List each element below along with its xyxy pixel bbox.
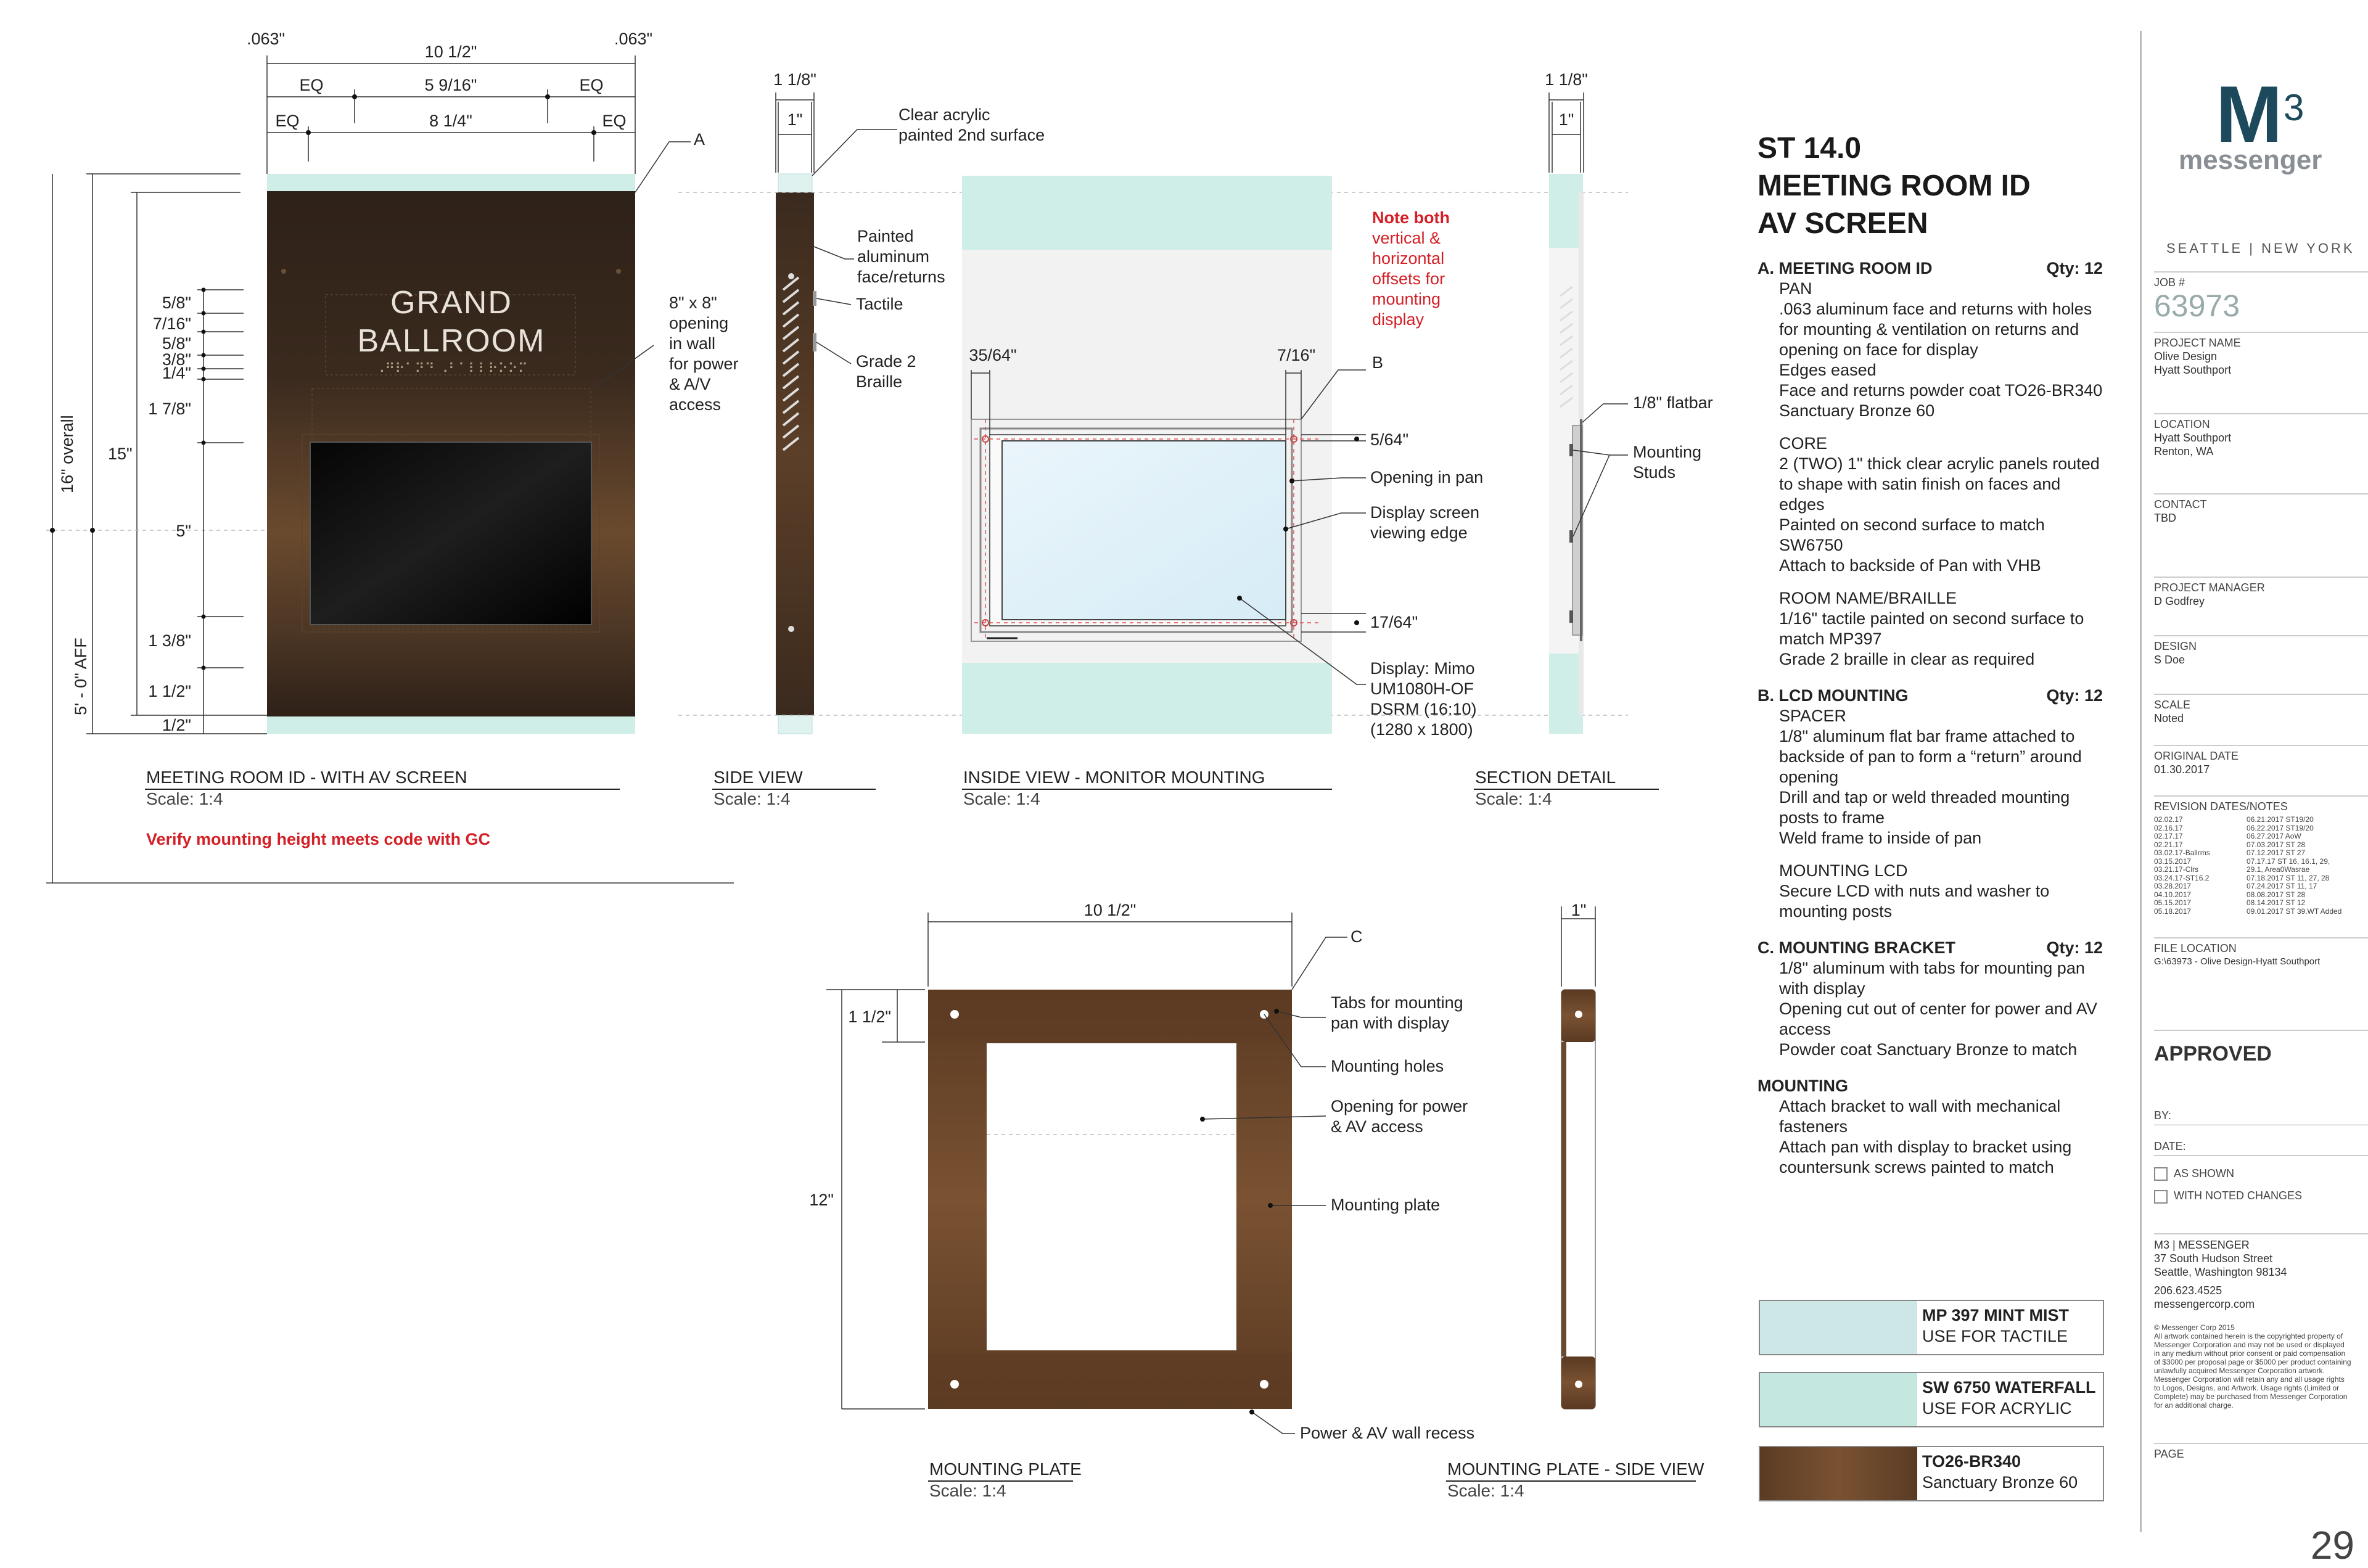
tb-web: messengercorp.com xyxy=(2154,1298,2255,1310)
side-panel xyxy=(776,192,814,715)
mounting-plate xyxy=(928,990,1292,1409)
spec-b-lcd-1: Secure LCD with nuts and washer to mounting posts xyxy=(1779,882,2050,921)
swatch-use: USE FOR TACTILE xyxy=(1922,1327,2068,1345)
callout-holes: Mounting holes xyxy=(1331,1057,1444,1075)
inside-acrylic-bottom xyxy=(962,663,1332,734)
tb-location-1: Hyatt Southport xyxy=(2154,432,2232,444)
plate-side-hole xyxy=(1575,1011,1582,1018)
callout-acrylic-1: Clear acrylic xyxy=(898,105,990,124)
tb-project-label: PROJECT NAME xyxy=(2154,337,2241,349)
opening-note-2: opening xyxy=(669,314,729,332)
section-acrylic-top xyxy=(1549,174,1583,248)
leader-dot xyxy=(1289,478,1294,483)
dim-inner1: 5 9/16" xyxy=(424,76,477,94)
tb-orig-label: ORIGINAL DATE xyxy=(2154,750,2239,762)
dim-v10: 1/2" xyxy=(162,716,191,734)
front-fastener xyxy=(281,269,286,274)
inside-note-6: display xyxy=(1372,310,1424,329)
leader-dot xyxy=(1200,1117,1205,1122)
tb-project-1: Olive Design xyxy=(2154,350,2218,363)
front-fastener xyxy=(616,269,621,274)
callout-braille-1: Grade 2 xyxy=(856,352,916,371)
tb-scale-label: SCALE xyxy=(2154,699,2191,711)
spec-c-1: 1/8" aluminum with tabs for mounting pan with display xyxy=(1779,959,2085,998)
sheet-title-2: AV SCREEN xyxy=(1758,207,1928,240)
tb-page xyxy=(2154,1443,2368,1567)
swatch-color xyxy=(1760,1373,1917,1426)
dim-width: 10 1/2" xyxy=(424,43,477,61)
revision-entry: 05.18.2017 xyxy=(2154,906,2192,916)
spec-mounting-heading: MOUNTING xyxy=(1758,1077,1848,1095)
front-view-title: MEETING ROOM ID - WITH AV SCREEN xyxy=(146,768,467,787)
revision-entry: 03.24.17-ST16.2 xyxy=(2154,873,2210,882)
revision-entry: 04.10.2017 xyxy=(2154,890,2192,899)
revision-entry: 03.21.17-Clrs xyxy=(2154,865,2199,874)
dim-dot xyxy=(545,94,550,99)
swatch-waterfall xyxy=(1759,1372,2104,1427)
front-acrylic-bottom xyxy=(267,715,635,734)
callout-opening-2: & AV access xyxy=(1331,1117,1423,1136)
plate-title: MOUNTING PLATE xyxy=(929,1459,1082,1479)
inside-acrylic-top xyxy=(962,176,1332,250)
plate-side-scale: Scale: 1:4 xyxy=(1447,1481,1524,1500)
section-dim-inner: 1" xyxy=(1558,110,1574,129)
inside-dim-top: 5/64" xyxy=(1370,430,1409,449)
dim-v3: 5/8" xyxy=(162,334,191,353)
front-acrylic-top xyxy=(267,174,635,192)
leader-dot xyxy=(1283,527,1288,532)
tb-project-2: Hyatt Southport xyxy=(2154,364,2232,376)
spec-a-title: A. MEETING ROOM ID xyxy=(1758,259,1933,277)
leader-dot xyxy=(1274,1009,1279,1014)
dim-overall: 16" overall xyxy=(58,415,76,493)
callout-recess: Power & AV wall recess xyxy=(1300,1424,1475,1442)
spec-a-core-2: Painted on second surface to match SW6750 xyxy=(1779,515,2045,554)
spec-mounting-1: Attach bracket to wall with mechanical fasteners xyxy=(1779,1097,2061,1136)
section-title: SECTION DETAIL xyxy=(1475,768,1616,787)
dim-aff: 5' - 0" AFF xyxy=(72,638,90,715)
tb-design-label: DESIGN xyxy=(2154,640,2197,652)
mounting-hole xyxy=(1260,1380,1268,1389)
revision-entry: 03.15.2017 xyxy=(2154,856,2192,866)
revision-entry: 07.12.2017 ST 27 xyxy=(2247,848,2306,857)
tb-design-value: S Doe xyxy=(2154,654,2185,666)
dim-eq1: EQ xyxy=(299,76,324,94)
logo-wordmark: messenger xyxy=(2179,145,2322,175)
dim-dot xyxy=(352,94,357,99)
dim-v5: 1/4" xyxy=(162,364,191,382)
front-view xyxy=(46,30,739,883)
dim-eq3: EQ xyxy=(275,112,300,130)
tb-pm-value: D Godfrey xyxy=(2154,595,2205,607)
leader-tactile xyxy=(816,298,851,305)
spec-b-spacer-3: Weld frame to inside of pan xyxy=(1779,829,1982,847)
tb-scale xyxy=(2154,694,2368,725)
callout-studs-2: Studs xyxy=(1633,463,1676,482)
tb-by[interactable]: BY: xyxy=(2154,1109,2368,1125)
tb-project xyxy=(2154,332,2368,377)
callout-display-2: UM1080H-OF xyxy=(1370,679,1474,698)
revision-entry: 03.28.2017 xyxy=(2154,882,2192,890)
revision-entry: 02.16.17 xyxy=(2154,823,2183,832)
revision-entry: 08.14.2017 ST 12 xyxy=(2247,898,2306,907)
office-cities: SEATTLE | NEW YORK xyxy=(2166,240,2355,256)
plate-top-tab xyxy=(928,990,1292,1042)
tb-phone: 206.623.4525 xyxy=(2154,1284,2222,1297)
spec-b-title: B. LCD MOUNTING xyxy=(1758,686,1909,705)
tb-job-label: JOB # xyxy=(2154,276,2185,289)
tb-orig-value: 01.30.2017 xyxy=(2154,763,2210,776)
plate-side-dim: 1" xyxy=(1571,901,1587,919)
dim-v7: 5" xyxy=(176,522,191,540)
spec-a-pan-heading: PAN xyxy=(1779,279,1812,298)
section-acrylic-bottom xyxy=(1549,654,1583,734)
tb-location xyxy=(2154,413,2368,458)
spec-c-2: Opening cut out of center for power and AV access xyxy=(1779,999,2097,1038)
leader-acrylic xyxy=(812,129,897,176)
callout-opening-1: Opening for power xyxy=(1331,1097,1468,1115)
section-stud xyxy=(1569,444,1573,456)
revision-entry: 09.01.2017 ST 39.WT Added xyxy=(2247,906,2342,916)
dim-dot xyxy=(591,130,596,135)
as-shown-label: AS SHOWN xyxy=(2174,1167,2235,1180)
spec-a-pan-1: .063 aluminum face and returns with holes for mounting & ventilation on returns and opening on face for display xyxy=(1779,300,2092,359)
section-flatbar xyxy=(1580,419,1582,641)
spec-a-room-1: 1/16" tactile painted on second surface to match MP397 xyxy=(1779,609,2084,648)
inside-dim-right: 7/16" xyxy=(1276,346,1316,364)
section-stud xyxy=(1569,530,1573,543)
tb-contact xyxy=(2154,493,2368,525)
noted-changes-checkbox[interactable] xyxy=(2154,1190,2168,1204)
tb-scale-value: Noted xyxy=(2154,712,2184,724)
callout-tabs-2: pan with display xyxy=(1331,1014,1450,1032)
revision-entry: 02.02.17 xyxy=(2154,815,2183,824)
logo-mark: M xyxy=(2216,69,2283,159)
leader-c xyxy=(1292,937,1347,990)
swatch-mint-mist xyxy=(1759,1300,2104,1355)
revision-entry: 05.15.2017 xyxy=(2154,898,2192,907)
callout-face-1: Painted xyxy=(857,227,914,245)
callout-plate: Mounting plate xyxy=(1331,1196,1441,1214)
sign-text-line2: BALLROOM xyxy=(357,323,546,359)
callout-studs-1: Mounting xyxy=(1633,443,1702,461)
spec-b-heading xyxy=(1758,686,2103,706)
callout-viewing-2: viewing edge xyxy=(1370,523,1468,542)
leader-braille xyxy=(816,342,851,364)
verify-note: Verify mounting height meets code with GC xyxy=(146,830,491,848)
tb-orig xyxy=(2154,745,2368,776)
spec-a-pan-3: Face and returns powder coat TO26-BR340 Sanctuary Bronze 60 xyxy=(1779,381,2103,420)
side-hole xyxy=(788,273,794,279)
tb-date[interactable]: DATE: xyxy=(2154,1140,2368,1156)
callout-tabs-1: Tabs for mounting xyxy=(1331,993,1463,1012)
plate-bottom-tab xyxy=(928,1353,1292,1409)
callout-a: A xyxy=(694,130,705,149)
plate-dim-height: 12" xyxy=(809,1191,834,1209)
noted-changes-label: WITH NOTED CHANGES xyxy=(2174,1189,2303,1202)
revision-entry: 06.27.2017 AoW xyxy=(2247,832,2301,840)
swatch-code: MP 397 MINT MIST xyxy=(1922,1306,2070,1324)
callout-viewing-1: Display screen xyxy=(1370,503,1480,522)
revision-entry: 03.02.17-Ballrms xyxy=(2154,848,2210,857)
tb-page-number: 29 xyxy=(2310,1523,2354,1567)
revision-entry: 07.03.2017 ST 28 xyxy=(2247,840,2306,849)
spec-a-core-3: Attach to backside of Pan with VHB xyxy=(1779,556,2041,575)
dim-right-edge: .063" xyxy=(614,30,653,48)
callout-face-2: aluminum xyxy=(857,247,930,266)
logo-superscript: 3 xyxy=(2284,87,2304,128)
inside-dim-bottom: 17/64" xyxy=(1370,613,1418,631)
mounting-hole xyxy=(950,1010,959,1019)
inside-view xyxy=(678,176,1628,808)
dim-eq2: EQ xyxy=(579,76,604,94)
dim-dot xyxy=(1354,437,1359,441)
callout-display-3: DSRM (16:10) xyxy=(1370,700,1477,718)
spec-panel xyxy=(1758,129,2103,1178)
callout-opening: Opening in pan xyxy=(1370,468,1484,486)
revision-entry: 06.21.2017 ST19/20 xyxy=(2247,815,2314,824)
tb-page-label: PAGE xyxy=(2154,1448,2184,1460)
tb-approval xyxy=(2154,1030,2368,1204)
sheet-title-1: MEETING ROOM ID xyxy=(1758,170,2031,202)
callout-face-3: face/returns xyxy=(857,268,945,286)
tb-company xyxy=(2154,1233,2368,1311)
leader-recess xyxy=(1252,1412,1295,1434)
plate-side-hole xyxy=(1575,1381,1582,1388)
leader-a xyxy=(635,142,691,192)
leader-dot xyxy=(1249,1410,1254,1414)
swatch-use: Sanctuary Bronze 60 xyxy=(1922,1473,2078,1492)
mounting-hole xyxy=(950,1380,959,1389)
tb-contact-value: TBD xyxy=(2154,512,2176,524)
opening-note-6: access xyxy=(669,395,722,414)
inside-note-5: mounting xyxy=(1372,290,1441,308)
tb-job-number: 63973 xyxy=(2154,289,2240,323)
swatch-use: USE FOR ACRYLIC xyxy=(1922,1399,2072,1418)
tb-file-value: G:\63973 - Olive Design-Hyatt Southport xyxy=(2154,956,2321,967)
dim-v1: 5/8" xyxy=(162,293,191,312)
dim-dot xyxy=(306,130,311,135)
plate-dim-tab: 1 1/2" xyxy=(848,1008,891,1026)
callout-acrylic-2: painted 2nd surface xyxy=(898,126,1045,144)
side-view-title: SIDE VIEW xyxy=(713,768,803,787)
side-hole xyxy=(788,626,794,632)
opening-note-3: in wall xyxy=(669,334,716,353)
swatch-bronze xyxy=(1759,1446,2104,1501)
tb-design xyxy=(2154,635,2368,667)
dim-v9: 1 1/2" xyxy=(148,682,191,700)
swatch-color xyxy=(1760,1447,1917,1500)
inside-note-3: horizontal xyxy=(1372,249,1445,268)
leader-flatbar xyxy=(1582,404,1628,422)
inside-note-1: Note both xyxy=(1372,208,1450,227)
spec-a-room-heading: ROOM NAME/BRAILLE xyxy=(1779,589,1957,607)
revision-entry: 08.08.2017 ST 28 xyxy=(2247,890,2306,899)
plate-dim-width: 10 1/2" xyxy=(1083,901,1137,919)
dim-v2: 7/16" xyxy=(152,314,191,333)
plate-scale: Scale: 1:4 xyxy=(929,1481,1006,1500)
dim-v6: 1 7/8" xyxy=(148,400,191,418)
dim-v4: 3/8" xyxy=(162,350,191,369)
dim-v8: 1 3/8" xyxy=(148,631,191,650)
tb-rev-list xyxy=(2154,816,2368,916)
front-av-screen xyxy=(310,442,591,625)
section-scale: Scale: 1:4 xyxy=(1475,789,1552,808)
sheet-code: ST 14.0 xyxy=(1758,132,1862,165)
revision-entry: 02.17.17 xyxy=(2154,832,2183,840)
as-shown-checkbox[interactable] xyxy=(2154,1167,2168,1181)
sign-text-line1: GRAND xyxy=(390,285,512,321)
revision-entry: 07.24.2017 ST 11, 17 xyxy=(2247,882,2317,890)
revision-entry: 07.18.2017 ST 11, 27, 28 xyxy=(2247,873,2330,882)
callout-braille-2: Braille xyxy=(856,372,903,391)
spec-b-qty: Qty: 12 xyxy=(2046,686,2103,705)
tb-revisions xyxy=(2154,795,2368,916)
swatch-code: SW 6750 WATERFALL xyxy=(1922,1378,2096,1397)
tb-file-label: FILE LOCATION xyxy=(2154,942,2237,954)
callout-display-4: (1280 x 1800) xyxy=(1370,720,1473,739)
leader-dot xyxy=(1268,1203,1273,1208)
dim-eq4: EQ xyxy=(602,112,627,130)
inside-view-scale: Scale: 1:4 xyxy=(963,789,1040,808)
callout-c: C xyxy=(1350,927,1363,946)
swatch-color xyxy=(1760,1301,1917,1354)
opening-note-1: 8" x 8" xyxy=(669,293,717,312)
leader-dot xyxy=(1237,596,1242,601)
spec-c-qty: Qty: 12 xyxy=(2046,938,2103,957)
opening-note-5: & A/V xyxy=(669,375,711,393)
tb-company-name: M3 | MESSENGER xyxy=(2154,1239,2250,1251)
revision-entry: 02.21.17 xyxy=(2154,840,2183,849)
side-tactile-bump xyxy=(813,291,816,306)
side-view-scale: Scale: 1:4 xyxy=(713,789,791,808)
dim-15: 15" xyxy=(108,445,133,463)
side-dim-inner: 1" xyxy=(787,110,803,129)
spec-c-heading xyxy=(1758,938,2103,958)
inside-note-4: offsets for xyxy=(1372,269,1445,288)
callout-display-1: Display: Mimo xyxy=(1370,659,1475,678)
callout-flatbar: 1/8" flatbar xyxy=(1633,393,1713,412)
spec-b-spacer-1: 1/8" aluminum flat bar frame attached to backside of pan to form a “return” around opening xyxy=(1779,727,2082,786)
dim-inner2: 8 1/4" xyxy=(429,112,472,130)
dim-dot xyxy=(1354,620,1359,625)
dim-dot xyxy=(50,528,55,533)
inside-note-2: vertical & xyxy=(1372,229,1441,247)
leader-face xyxy=(814,247,854,259)
revision-entry: 06.22.2017 ST19/20 xyxy=(2247,823,2314,832)
plate-side-view xyxy=(1446,901,1704,1500)
spec-mounting-2: Attach pan with display to bracket using countersunk screws painted to match xyxy=(1779,1138,2072,1176)
tb-copyright: © Messenger Corp 2015 xyxy=(2154,1323,2235,1332)
plate-side-edge xyxy=(1561,1042,1566,1357)
spec-a-room-2: Grade 2 braille in clear as required xyxy=(1779,650,2035,668)
front-view-scale: Scale: 1:4 xyxy=(146,789,223,808)
spec-c-title: C. MOUNTING BRACKET xyxy=(1758,938,1955,957)
tb-pm xyxy=(2154,577,2368,608)
callout-tactile: Tactile xyxy=(856,295,903,313)
spec-a-pan-2: Edges eased xyxy=(1779,361,1877,379)
opening-note-4: for power xyxy=(669,355,739,373)
revision-entry: 29.1, Area0Wasrae xyxy=(2247,865,2310,874)
plate-side-title: MOUNTING PLATE - SIDE VIEW xyxy=(1447,1459,1704,1479)
tb-address-2: Seattle, Washington 98134 xyxy=(2154,1266,2287,1278)
spec-b-spacer-heading: SPACER xyxy=(1779,707,1847,725)
spec-a-heading xyxy=(1758,258,2103,279)
tb-location-2: Renton, WA xyxy=(2154,445,2214,458)
section-dim-outer: 1 1/8" xyxy=(1545,70,1588,89)
tb-contact-label: CONTACT xyxy=(2154,498,2207,511)
mounting-plate-view xyxy=(809,901,1474,1500)
section-detail xyxy=(1474,70,1713,808)
tb-approved: APPROVED xyxy=(2154,1042,2272,1065)
spec-c-3: Powder coat Sanctuary Bronze to match xyxy=(1779,1040,2078,1059)
callout-b: B xyxy=(1372,353,1384,372)
tb-location-label: LOCATION xyxy=(2154,418,2210,430)
lcd-display xyxy=(1002,441,1286,620)
spec-a-core-heading: CORE xyxy=(1779,434,1828,453)
plate-side-outline xyxy=(1561,990,1595,1409)
spec-b-spacer-2: Drill and tap or weld threaded mounting posts to frame xyxy=(1779,788,2070,827)
revision-entry: 07.17.17 ST 16, 16.1, 29, xyxy=(2247,856,2330,866)
sign-braille: ⠠⠛⠗⠁⠝⠙ ⠠⠃⠁⠇⠇⠗⠕⠕⠍ xyxy=(375,361,528,376)
tb-rev-label: REVISION DATES/NOTES xyxy=(2154,800,2288,813)
side-dim-outer: 1 1/8" xyxy=(773,70,816,89)
tb-job xyxy=(2154,271,2368,322)
inside-view-title: INSIDE VIEW - MONITOR MOUNTING xyxy=(963,768,1265,787)
stack-ticks xyxy=(197,288,244,670)
spec-a-core-1: 2 (TWO) 1" thick clear acrylic panels routed to shape with satin finish on faces and edges xyxy=(1779,454,2100,514)
swatch-code: TO26-BR340 xyxy=(1922,1452,2021,1471)
tb-address-1: 37 South Hudson Street xyxy=(2154,1252,2273,1265)
tb-pm-label: PROJECT MANAGER xyxy=(2154,581,2265,594)
section-stud xyxy=(1569,610,1573,623)
inside-dim-left: 35/64" xyxy=(969,346,1017,364)
dim-left-edge: .063" xyxy=(247,30,286,48)
dim-dot xyxy=(90,528,95,533)
tb-file xyxy=(2154,937,2368,969)
side-braille-bump xyxy=(813,333,816,351)
tb-legal xyxy=(2154,1320,2368,1410)
title-block xyxy=(2140,31,2368,1567)
spec-b-lcd-heading: MOUNTING LCD xyxy=(1779,861,1908,880)
spec-a-qty: Qty: 12 xyxy=(2046,259,2103,277)
tb-legal-text: All artwork contained herein is the copyrighted property of Messenger Corporation and may not be used or displayed in any medium without prior consent or paid compensation of $3000 per proposal page or $5000 per product containing unlawfully acquired Messenger Corporation artwork. Messenger Corporation will retain any and all usage rights to Logos, Designs, and Artwork. Usage rights (Limited or Complete) may be purchased from Messenger Corporation for an additional charge. xyxy=(2154,1332,2351,1410)
